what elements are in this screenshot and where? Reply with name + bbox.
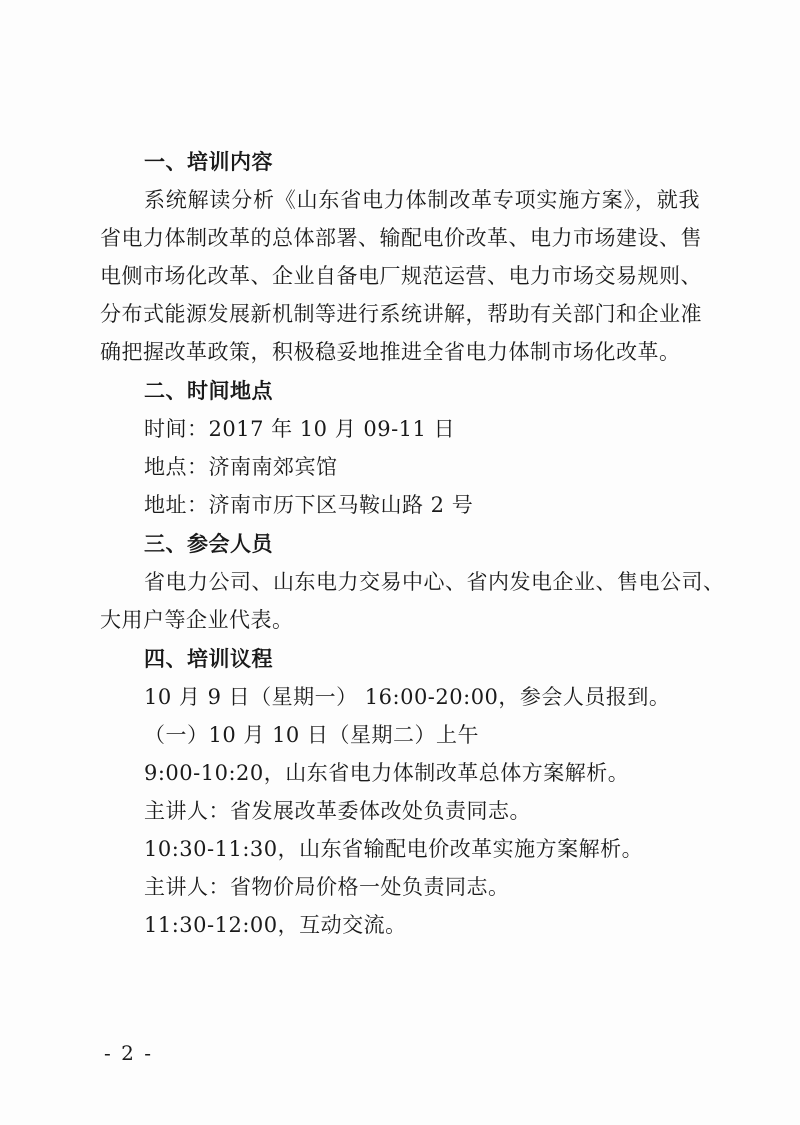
address-line: 地址：济南市历下区马鞍山路 2 号 — [144, 493, 474, 517]
paragraph-line: 省电力体制改革的总体部署、输配电价改革、电力市场建设、售 — [100, 226, 702, 250]
paragraph-line: 系统解读分析《山东省电力体制改革专项实施方案》，就我 — [144, 188, 700, 212]
agenda-item: 11:30-12:00，互动交流。 — [144, 913, 407, 937]
section-heading-agenda: 四、培训议程 — [144, 647, 273, 671]
agenda-item: 主讲人：省物价局价格一处负责同志。 — [144, 875, 510, 899]
section-heading-training-content: 一、培训内容 — [144, 150, 273, 174]
agenda-item: 主讲人：省发展改革委体改处负责同志。 — [144, 799, 531, 823]
paragraph-line: 省电力公司、山东电力交易中心、省内发电企业、售电公司、 — [144, 570, 725, 594]
paragraph-line: 大用户等企业代表。 — [100, 608, 294, 632]
agenda-item: （一）10 月 10 日（星期二）上午 — [144, 723, 479, 747]
section-heading-time-place: 二、时间地点 — [144, 379, 273, 403]
paragraph-line: 确把握改革政策，积极稳妥地推进全省电力体制市场化改革。 — [100, 340, 681, 364]
agenda-item: 10 月 9 日（星期一） 16:00-20:00，参会人员报到。 — [144, 685, 671, 709]
paragraph-line: 电侧市场化改革、企业自备电厂规范运营、电力市场交易规则、 — [100, 264, 702, 288]
time-line: 时间：2017 年 10 月 09-11 日 — [144, 417, 456, 441]
page-number: - 2 - — [104, 1041, 153, 1065]
section-heading-attendees: 三、参会人员 — [144, 532, 273, 556]
place-line: 地点：济南南郊宾馆 — [144, 455, 338, 479]
agenda-item: 9:00-10:20，山东省电力体制改革总体方案解析。 — [144, 761, 630, 785]
agenda-item: 10:30-11:30，山东省输配电价改革实施方案解析。 — [144, 837, 644, 861]
paragraph-line: 分布式能源发展新机制等进行系统讲解，帮助有关部门和企业准 — [100, 302, 702, 326]
